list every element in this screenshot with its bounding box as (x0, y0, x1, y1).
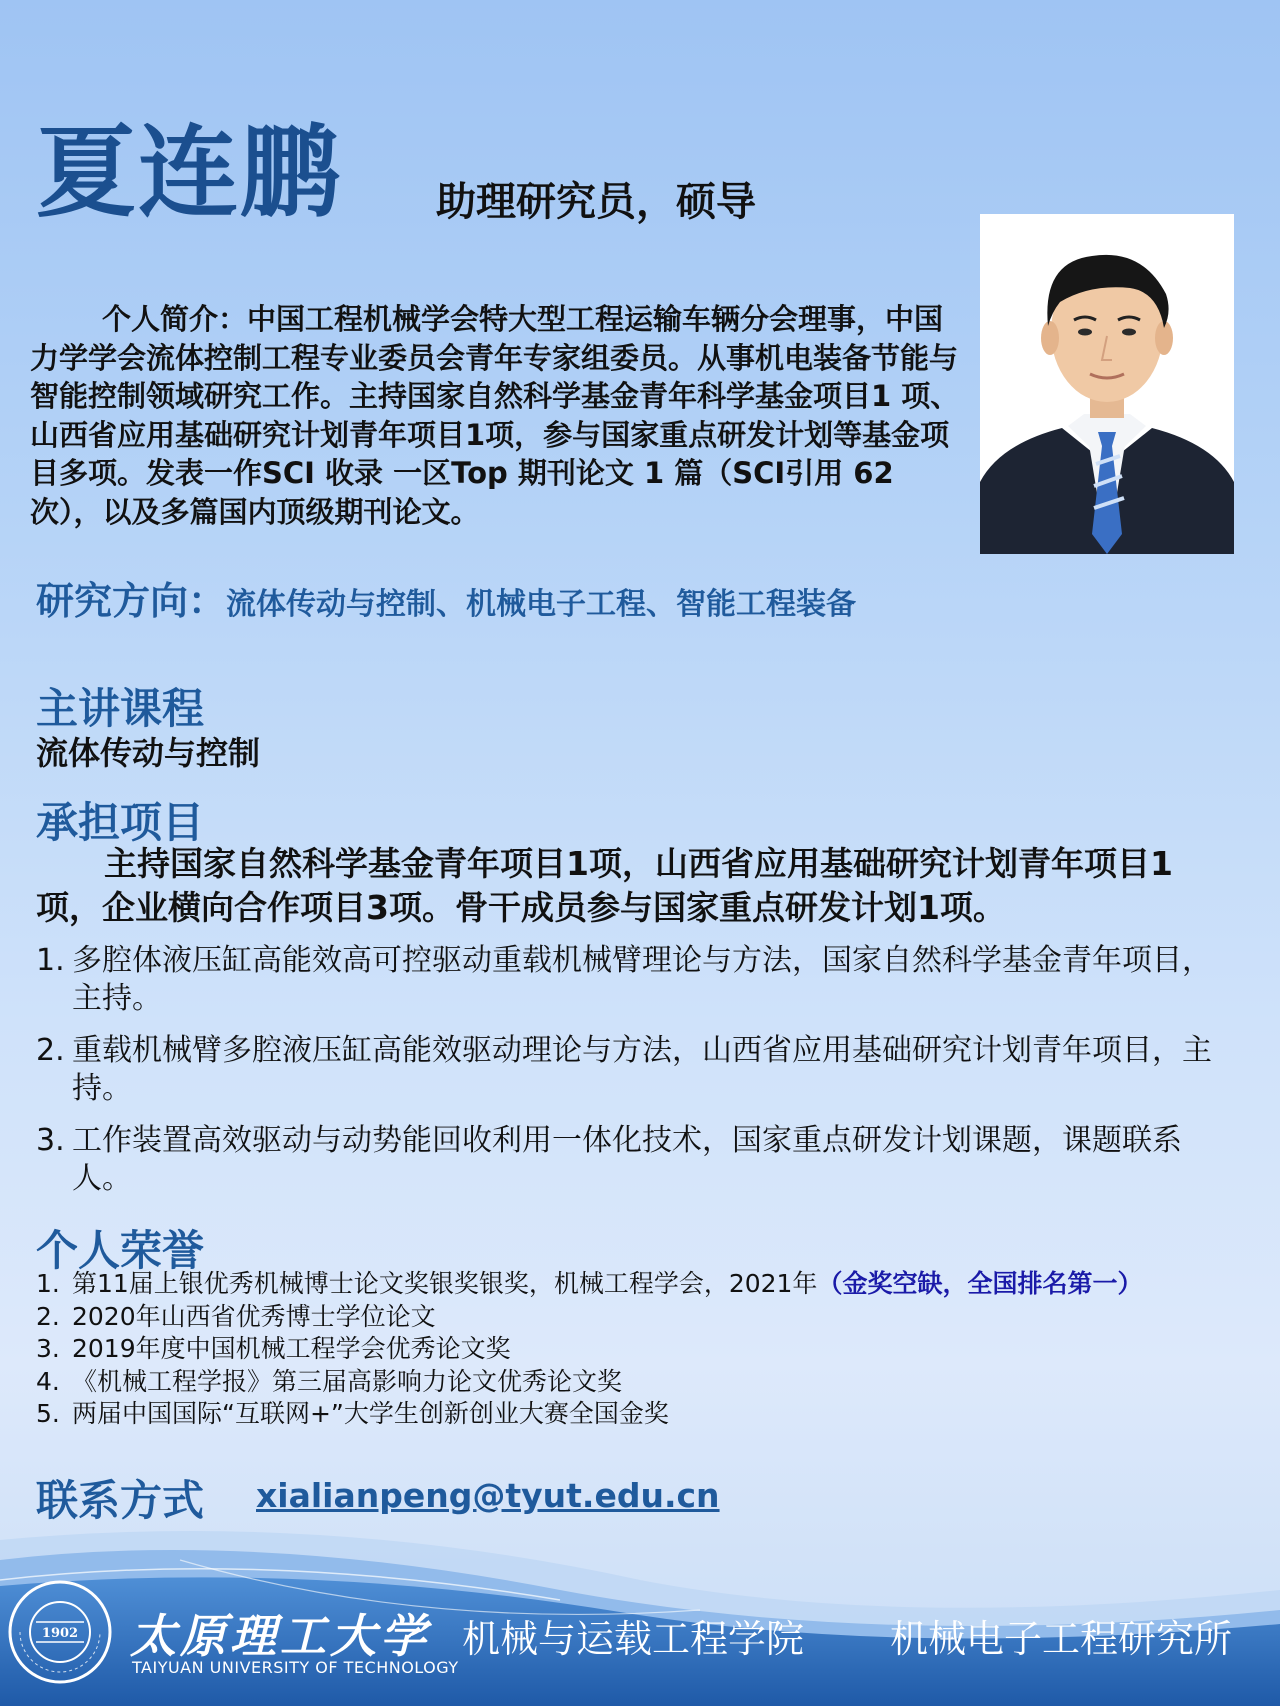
list-number: 5. (36, 1399, 60, 1428)
honor-text: 《机械工程学报》第三届高影响力论文优秀论文奖 (72, 1366, 623, 1396)
portrait-image (980, 214, 1234, 554)
honor-item (36, 1398, 1256, 1431)
school-name-cn: 太原理工大学 (130, 1609, 430, 1663)
course-value: 流体传动与控制 (36, 734, 261, 772)
projects-summary (36, 842, 1226, 930)
research-value: 流体传动与控制、机械电子工程、智能工程装备 (226, 587, 857, 622)
projects-summary-text: 主持国家自然科学基金青年项目1项，山西省应用基础研究计划青年项目1项，企业横向合作项目3项。骨干成员参与国家重点研发计划1项。 (36, 844, 1173, 927)
email-link[interactable]: xialianpeng@tyut.edu.cn (256, 1476, 720, 1515)
list-number: 2. (36, 1301, 60, 1331)
honor-text: 两届中国国际“互联网+”大学生创新创业大赛全国金奖 (72, 1399, 669, 1428)
honor-text: 2019年度中国机械工程学会优秀论文奖 (72, 1334, 511, 1363)
list-number: 1. (36, 943, 65, 978)
university-seal-icon (6, 1578, 114, 1686)
list-number: 3. (36, 1334, 60, 1363)
portrait-photo (980, 214, 1234, 554)
honors-heading: 个人荣誉 (36, 1226, 205, 1275)
seal-year: 1902 (41, 1626, 79, 1641)
list-number: 1. (36, 1269, 60, 1298)
list-number: 3. (36, 1123, 65, 1158)
college-name: 机械与运载工程学院 (462, 1617, 805, 1661)
list-number: 4. (36, 1366, 60, 1396)
school-name-en: TAIYUAN UNIVERSITY OF TECHNOLOGY (132, 1658, 459, 1677)
honor-item (36, 1301, 1256, 1334)
intro-text: 个人简介：中国工程机械学会特大型工程运输车辆分会理事，中国力学学会流体控制工程专业委员会青年专家组委员。从事机电装备节能与智能控制领域研究工作。主持国家自然科学基金青年科学基金项目1 项、山西省应用基础研究计划青年项目1项，参与国家重点研发计划等基金项目多项。发表一作SCI 收录 一区Top 期刊论文 1 篇（SCI引用 62 次），以及多篇国内顶级期刊论文。 (30, 302, 960, 529)
honors-list (36, 1268, 1256, 1431)
honor-item (36, 1268, 1256, 1301)
project-text: 重载机械臂多腔液压缸高能效驱动理论与方法，山西省应用基础研究计划青年项目，主持。 (72, 1033, 1212, 1106)
intro-paragraph (30, 300, 970, 531)
honor-item (36, 1333, 1256, 1366)
research-label: 研究方向： (36, 579, 227, 623)
honor-item (36, 1366, 1256, 1399)
institute-name: 机械电子工程研究所 (890, 1617, 1233, 1661)
person-title: 助理研究员，硕导 (436, 179, 756, 225)
honor-highlight: （金奖空缺，全国排名第一） (817, 1269, 1143, 1298)
project-text: 工作装置高效驱动与动势能回收利用一体化技术，国家重点研发计划课题，课题联系人。 (72, 1123, 1182, 1196)
research-direction (36, 570, 856, 625)
projects-list (36, 942, 1226, 1212)
project-item (36, 1032, 1226, 1108)
contact-heading: 联系方式 (36, 1476, 205, 1525)
honor-text: 第11届上银优秀机械博士论文奖银奖银奖，机械工程学会，2021年 (72, 1269, 818, 1298)
person-name: 夏连鹏 (36, 114, 342, 231)
honor-text: 2020年山西省优秀博士学位论文 (72, 1301, 436, 1331)
project-item (36, 942, 1226, 1018)
courses-heading: 主讲课程 (36, 684, 205, 733)
projects-heading: 承担项目 (36, 798, 205, 847)
project-item (36, 1122, 1226, 1198)
project-text: 多腔体液压缸高能效高可控驱动重载机械臂理论与方法，国家自然科学基金青年项目，主持。 (72, 943, 1212, 1016)
list-number: 2. (36, 1033, 65, 1068)
